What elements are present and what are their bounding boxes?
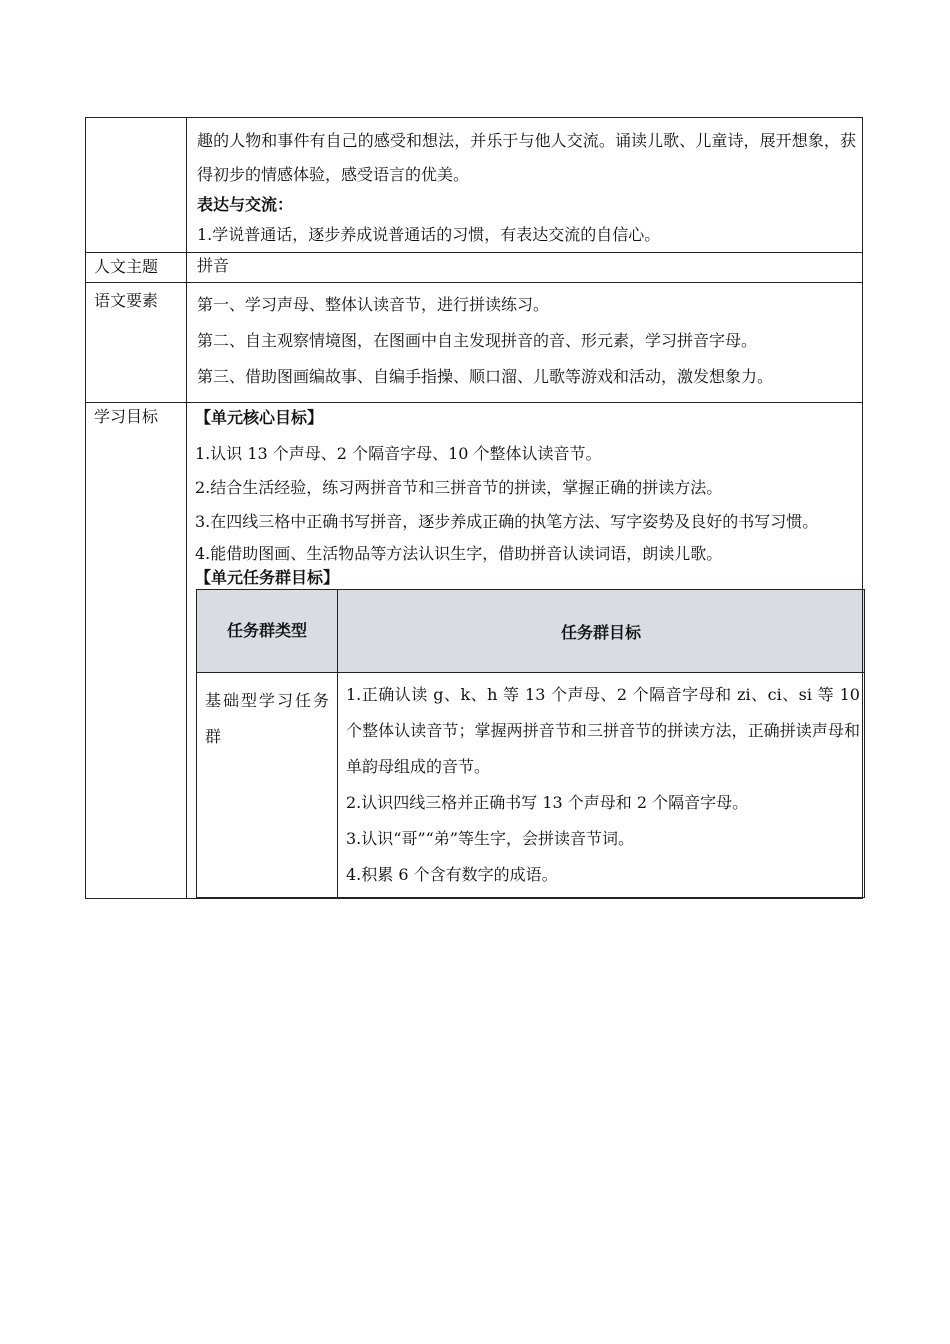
task-group-table bbox=[196, 589, 865, 898]
task-type-header: 任务群类型 bbox=[197, 590, 338, 673]
task-table-header-row bbox=[197, 590, 865, 673]
theme-value: 拼音 bbox=[187, 253, 863, 283]
core-objectives-heading: 【单元核心目标】 bbox=[195, 408, 324, 427]
core-objective-item: 3.在四线三格中正确书写拼音，逐步养成正确的执笔方法、写字姿势及良好的书写习惯。 bbox=[195, 512, 819, 531]
task-goal-item: 4.积累 6 个含有数字的成语。 bbox=[346, 865, 558, 884]
core-objective-item: 4.能借助图画、生活物品等方法认识生字，借助拼音认读词语，朗读儿歌。 bbox=[195, 544, 723, 563]
task-goal-item: 2.认识四线三格并正确书写 13 个声母和 2 个隔音字母。 bbox=[346, 793, 749, 812]
expression-item: 1.学说普通话，逐步养成说普通话的习惯，有表达交流的自信心。 bbox=[197, 225, 661, 244]
objectives-label: 学习目标 bbox=[86, 403, 187, 899]
core-objective-item: 2.结合生活经验，练习两拼音节和三拼音节的拼读，掌握正确的拼读方法。 bbox=[195, 478, 723, 497]
table-row-theme bbox=[86, 253, 863, 283]
element-item: 第一、学习声母、整体认读音节，进行拼读练习。 bbox=[197, 295, 550, 314]
task-goal-item: 1.正确认读 g、k、h 等 13 个声母、2 个隔音字母和 zi、ci、si 等 10 个整体认读音节；掌握两拼音节和三拼音节的拼读方法，正确拼读声母和单韵母组成的音节。 bbox=[346, 685, 860, 776]
standards-text: 趣的人物和事件有自己的感受和想法，并乐于与他人交流。诵读儿歌、儿童诗，展开想象，获得初步的情感体验，感受语言的优美。 bbox=[197, 131, 856, 184]
theme-label: 人文主题 bbox=[86, 253, 187, 283]
empty-label-cell bbox=[86, 118, 187, 253]
standards-cell bbox=[187, 118, 863, 253]
objectives-cell bbox=[187, 403, 863, 899]
lesson-plan-table bbox=[85, 117, 863, 899]
elements-label: 语文要素 bbox=[86, 283, 187, 403]
document-page bbox=[85, 117, 864, 899]
task-goal-item: 3.认识“哥”“弟”等生字，会拼读音节词。 bbox=[346, 829, 634, 848]
table-row-objectives bbox=[86, 403, 863, 899]
task-goals-cell bbox=[338, 673, 865, 898]
task-goal-header: 任务群目标 bbox=[338, 590, 865, 673]
element-item: 第二、自主观察情境图，在图画中自主发现拼音的音、形元素，学习拼音字母。 bbox=[197, 331, 758, 350]
table-row-elements bbox=[86, 283, 863, 403]
task-type-cell: 基础型学习任务群 bbox=[197, 673, 338, 898]
task-table-row bbox=[197, 673, 865, 898]
table-row-standards bbox=[86, 118, 863, 253]
element-item: 第三、借助图画编故事、自编手指操、顺口溜、儿歌等游戏和活动，激发想象力。 bbox=[197, 367, 774, 386]
task-objectives-heading: 【单元任务群目标】 bbox=[195, 568, 340, 587]
elements-cell bbox=[187, 283, 863, 403]
expression-heading: 表达与交流： bbox=[197, 195, 294, 214]
core-objective-item: 1.认识 13 个声母、2 个隔音字母、10 个整体认读音节。 bbox=[195, 444, 602, 463]
